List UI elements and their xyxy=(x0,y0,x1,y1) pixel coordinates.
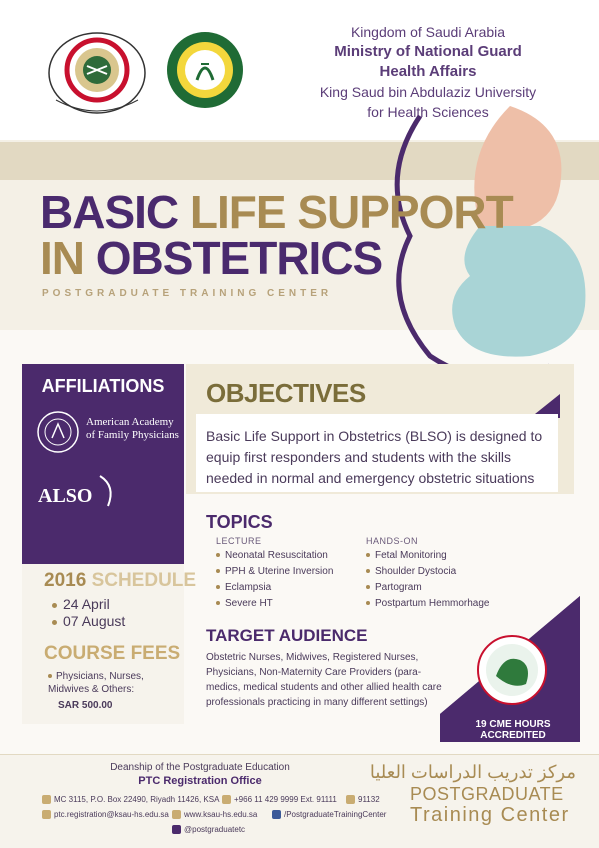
handson-label: HANDS-ON xyxy=(366,536,419,546)
address: MC 3115, P.O. Box 22490, Riyadh 11426, KSA xyxy=(42,795,219,804)
schedule-date: 07 August xyxy=(52,613,125,629)
bullet-icon xyxy=(366,553,370,557)
aafp-seal-icon xyxy=(36,410,80,454)
title-line-2 xyxy=(40,234,382,282)
lecture-label: LECTURE xyxy=(216,536,262,546)
bullet-icon xyxy=(216,585,220,589)
twitter-link[interactable]: @postgraduatetc xyxy=(172,825,245,834)
phone-icon xyxy=(222,795,231,804)
schedule-label: SCHEDULE xyxy=(91,570,197,591)
registration-office: PTC Registration Office xyxy=(138,775,262,787)
email-link[interactable]: ptc.registration@ksau-hs.edu.sa xyxy=(42,810,169,819)
aafp-name: American Academy of Family Physicians xyxy=(86,416,179,441)
affiliations-panel xyxy=(22,364,184,564)
title-life-support: LIFE SUPPORT xyxy=(189,186,513,238)
ministry-name: Ministry of National Guard xyxy=(334,43,522,60)
target-audience-text: Obstetric Nurses, Midwives, Registered Nurses, Physicians, Non-Maternity Care Providers (para-medics, medical students and other allied health care professionals practicing in many different settings) xyxy=(206,652,442,708)
deanship-name: Deanship of the Postgraduate Education xyxy=(110,762,290,773)
title-line-1 xyxy=(40,188,513,236)
globe-icon xyxy=(172,810,181,819)
national-guard-logo xyxy=(42,30,152,116)
schedule-heading xyxy=(44,570,196,592)
affiliations-heading: AFFILIATIONS xyxy=(41,376,165,396)
facebook-link[interactable]: /PostgraduateTrainingCenter xyxy=(272,810,386,819)
also-logo xyxy=(38,472,128,512)
kingdom-name: Kingdom of Saudi Arabia xyxy=(350,24,506,40)
phone: +966 11 429 9999 Ext. 91111 xyxy=(222,795,337,804)
bullet-icon xyxy=(48,674,52,678)
arabic-center-name: مركز تدريب الدراسات العليا xyxy=(369,762,576,782)
fees-audience: Physicians, Nurses, Midwives & Others: xyxy=(48,671,144,695)
fax: 91132 xyxy=(346,795,380,804)
brand-training-center: Training Center xyxy=(410,804,570,826)
university-name-2: for Health Sciences xyxy=(367,104,489,120)
bullet-icon xyxy=(52,603,57,608)
cme-hours-label: 19 CME HOURS ACCREDITED xyxy=(475,719,551,741)
twitter-icon xyxy=(172,825,181,834)
bullet-icon xyxy=(52,620,57,625)
fees-amount: SAR 500.00 xyxy=(58,700,113,711)
objectives-heading: OBJECTIVES xyxy=(206,378,366,408)
topic-item: PPH & Uterine Inversion xyxy=(216,566,333,577)
bullet-icon xyxy=(216,553,220,557)
schedule-year: 2016 xyxy=(44,570,87,591)
objectives-text: Basic Life Support in Obstetrics (BLSO) is designed to equip first responders and students with the skills needed in normal and emergency obstetric situations xyxy=(206,428,543,486)
bullet-icon xyxy=(366,601,370,605)
topic-item: Shoulder Dystocia xyxy=(366,566,456,577)
bullet-icon xyxy=(216,569,220,573)
topic-item: Partogram xyxy=(366,582,422,593)
title-basic: BASIC xyxy=(40,186,179,238)
target-audience-heading: TARGET AUDIENCE xyxy=(206,626,368,645)
title-in: IN xyxy=(40,232,84,284)
ksau-hs-logo xyxy=(165,30,245,110)
location-icon xyxy=(42,795,51,804)
svg-text:ALSO: ALSO xyxy=(38,485,93,507)
title-subtitle: POSTGRADUATE TRAINING CENTER xyxy=(42,288,333,299)
facebook-icon xyxy=(272,810,281,819)
topics-heading: TOPICS xyxy=(206,512,273,532)
topic-item: Fetal Monitoring xyxy=(366,550,447,561)
title-obstetrics: OBSTETRICS xyxy=(95,232,383,284)
schedule-date: 24 April xyxy=(52,596,110,612)
fees-heading: COURSE FEES xyxy=(44,643,181,664)
topic-item: Neonatal Resuscitation xyxy=(216,550,328,561)
website-link[interactable]: www.ksau-hs.edu.sa xyxy=(172,810,257,819)
email-icon xyxy=(42,810,51,819)
bullet-icon xyxy=(366,585,370,589)
brand-postgraduate: POSTGRADUATE xyxy=(410,784,564,804)
topic-item: Eclampsia xyxy=(216,582,271,593)
pregnancy-illustration xyxy=(360,96,599,396)
university-name: King Saud bin Abdulaziz University xyxy=(319,84,537,100)
bullet-icon xyxy=(216,601,220,605)
health-affairs: Health Affairs xyxy=(379,63,477,80)
fax-icon xyxy=(346,795,355,804)
topic-item: Severe HT xyxy=(216,598,273,609)
bullet-icon xyxy=(366,569,370,573)
topic-item: Postpartum Hemmorhage xyxy=(366,598,490,609)
